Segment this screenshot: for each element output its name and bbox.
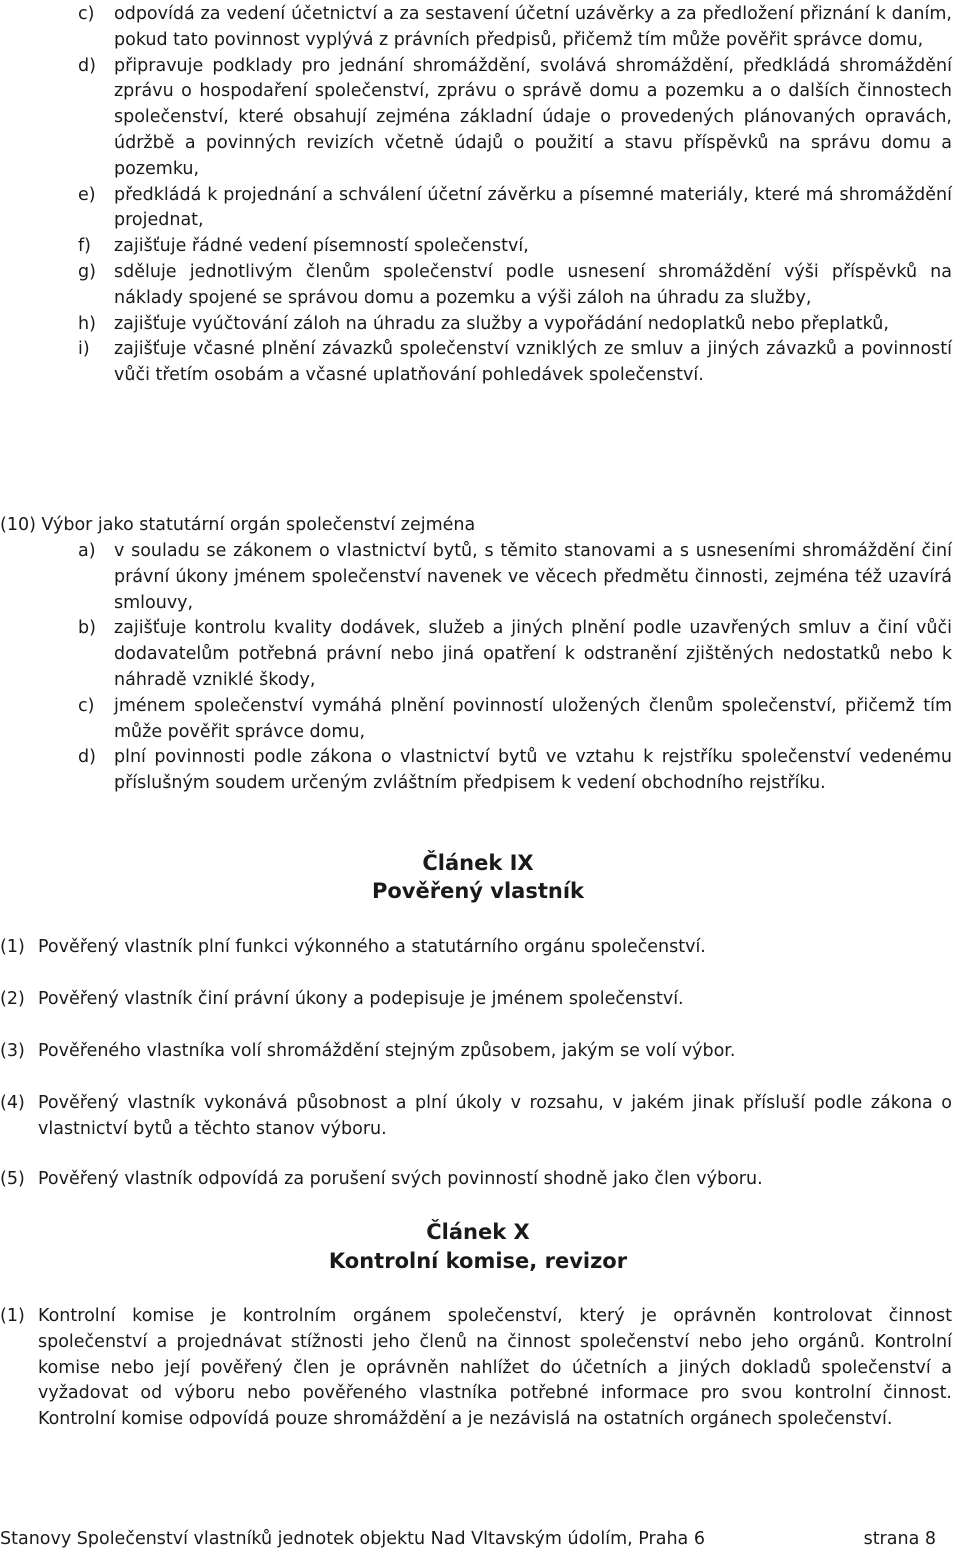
page-footer xyxy=(0,1527,956,1551)
article9-paragraph-3: (3) Pověřeného vlastníka volí shromáždění stejným způsobem, jakým se volí výbor. xyxy=(0,1041,736,1061)
list-item: c) jménem společenství vymáhá plnění povinností uložených členům společenství, přičemž tím může pověřit správce domu, xyxy=(78,695,952,742)
list-item: e) předkládá k projednání a schválení účetní závěrku a písemné materiály, které má shromáždění projednat, xyxy=(78,184,952,231)
article10-paragraph-1: (1) Kontrolní komise je kontrolním orgánem společenství, který je oprávněn kontrolovat činnost společenství a projednávat stížnosti jeho členů na činnost společenství nebo jeho orgánů. Kontrolní komise nebo její pověřený člen je oprávněn nahlížet do účetních a jiných dokladů společenství a vyžadovat od výboru nebo pověřeného vlastníka potřebné informace pro svou kontrolní činnost. Kontrolní komise odpovídá pouze shromáždění a je nezávislá na ostatních orgánech společenství. xyxy=(0,1306,952,1430)
article9-subtitle: Pověřený vlastník xyxy=(371,879,584,903)
list-item: c) odpovídá za vedení účetnictví a za sestavení účetní uzávěrky a za předložení přiznání k daním, pokud tato povinnost vyplývá z právních předpisů, přičemž tím může pověřit správce domu, xyxy=(78,4,952,50)
list-item: d) připravuje podklady pro jednání shromáždění, svolává shromáždění, předkládá shromáždění zprávu o hospodaření společenství, zprávu o správě domu a pozemku a o dalších činnostech společenství, které obsahují zejména základní údaje o provedených plánovaných opravách, údržbě a povinných revizích včetně údajů o použití a stavu příspěvků na správu domu a pozemku, xyxy=(78,55,952,179)
list-item: h) zajišťuje vyúčtování záloh na úhradu za služby a vypořádání nedoplatků nebo přeplatků, xyxy=(78,313,889,334)
article9-paragraph-2: (2) Pověřený vlastník činí právní úkony a podepisuje je jménem společenství. xyxy=(0,989,684,1009)
footer-document-title: Stanovy Společenství vlastníků jednotek objektu Nad Vltavským údolím, Praha 6 xyxy=(0,1529,705,1549)
article9-paragraph-4: (4) Pověřený vlastník vykonává působnost a plní úkoly v rozsahu, v jakém jinak přísluší podle zákona o vlastnictví bytů a těchto stanov výboru. xyxy=(0,1093,952,1139)
footer-page-number: strana 8 xyxy=(863,1529,936,1549)
list-item: i) zajišťuje včasné plnění závazků společenství vzniklých ze smluv a jiných závazků a povinností vůči třetím osobám a včasné uplatňování pohledávek společenství. xyxy=(78,339,952,386)
list-item: g) sděluje jednotlivým členům společenství podle usnesení shromáždění výši příspěvků na náklady spojené se správou domu a pozemku a výši záloh na úhradu za služby, xyxy=(78,261,952,308)
list-item: d) plní povinnosti podle zákona o vlastnictví bytů ve vztahu k rejstříku společenství vedenému příslušným soudem určeným zvláštním předpisem k vedení obchodního rejstříku. xyxy=(78,747,952,794)
list-item: f) zajišťuje řádné vedení písemností společenství, xyxy=(78,236,529,257)
article9-title: Článek IX xyxy=(422,851,534,875)
section10-list xyxy=(0,539,956,797)
article10-subtitle: Kontrolní komise, revizor xyxy=(328,1249,628,1273)
article9-paragraph-5: (5) Pověřený vlastník odpovídá za porušení svých povinností shodně jako člen výboru. xyxy=(0,1169,763,1189)
list-item: a) v souladu se zákonem o vlastnictví bytů, s těmito stanovami a s usneseními shromáždění činí právní úkony jménem společenství navenek ve věcech předmětu činnosti, zejména též uzavírá smlouvy, xyxy=(78,541,952,613)
section9-list xyxy=(0,2,956,389)
article10-title: Článek X xyxy=(426,1220,530,1244)
article9-paragraph-1: (1) Pověřený vlastník plní funkci výkonného a statutárního orgánu společenství. xyxy=(0,937,706,957)
section10-heading: (10) Výbor jako statutární orgán společenství zejména xyxy=(0,515,476,535)
list-item: b) zajišťuje kontrolu kvality dodávek, služeb a jiných plnění podle uzavřených smluv a činí vůči dodavatelům potřebná právní nebo jiná opatření k odstranění zjištěných nedostatků nebo k náhradě vzniklé škody, xyxy=(78,618,952,690)
